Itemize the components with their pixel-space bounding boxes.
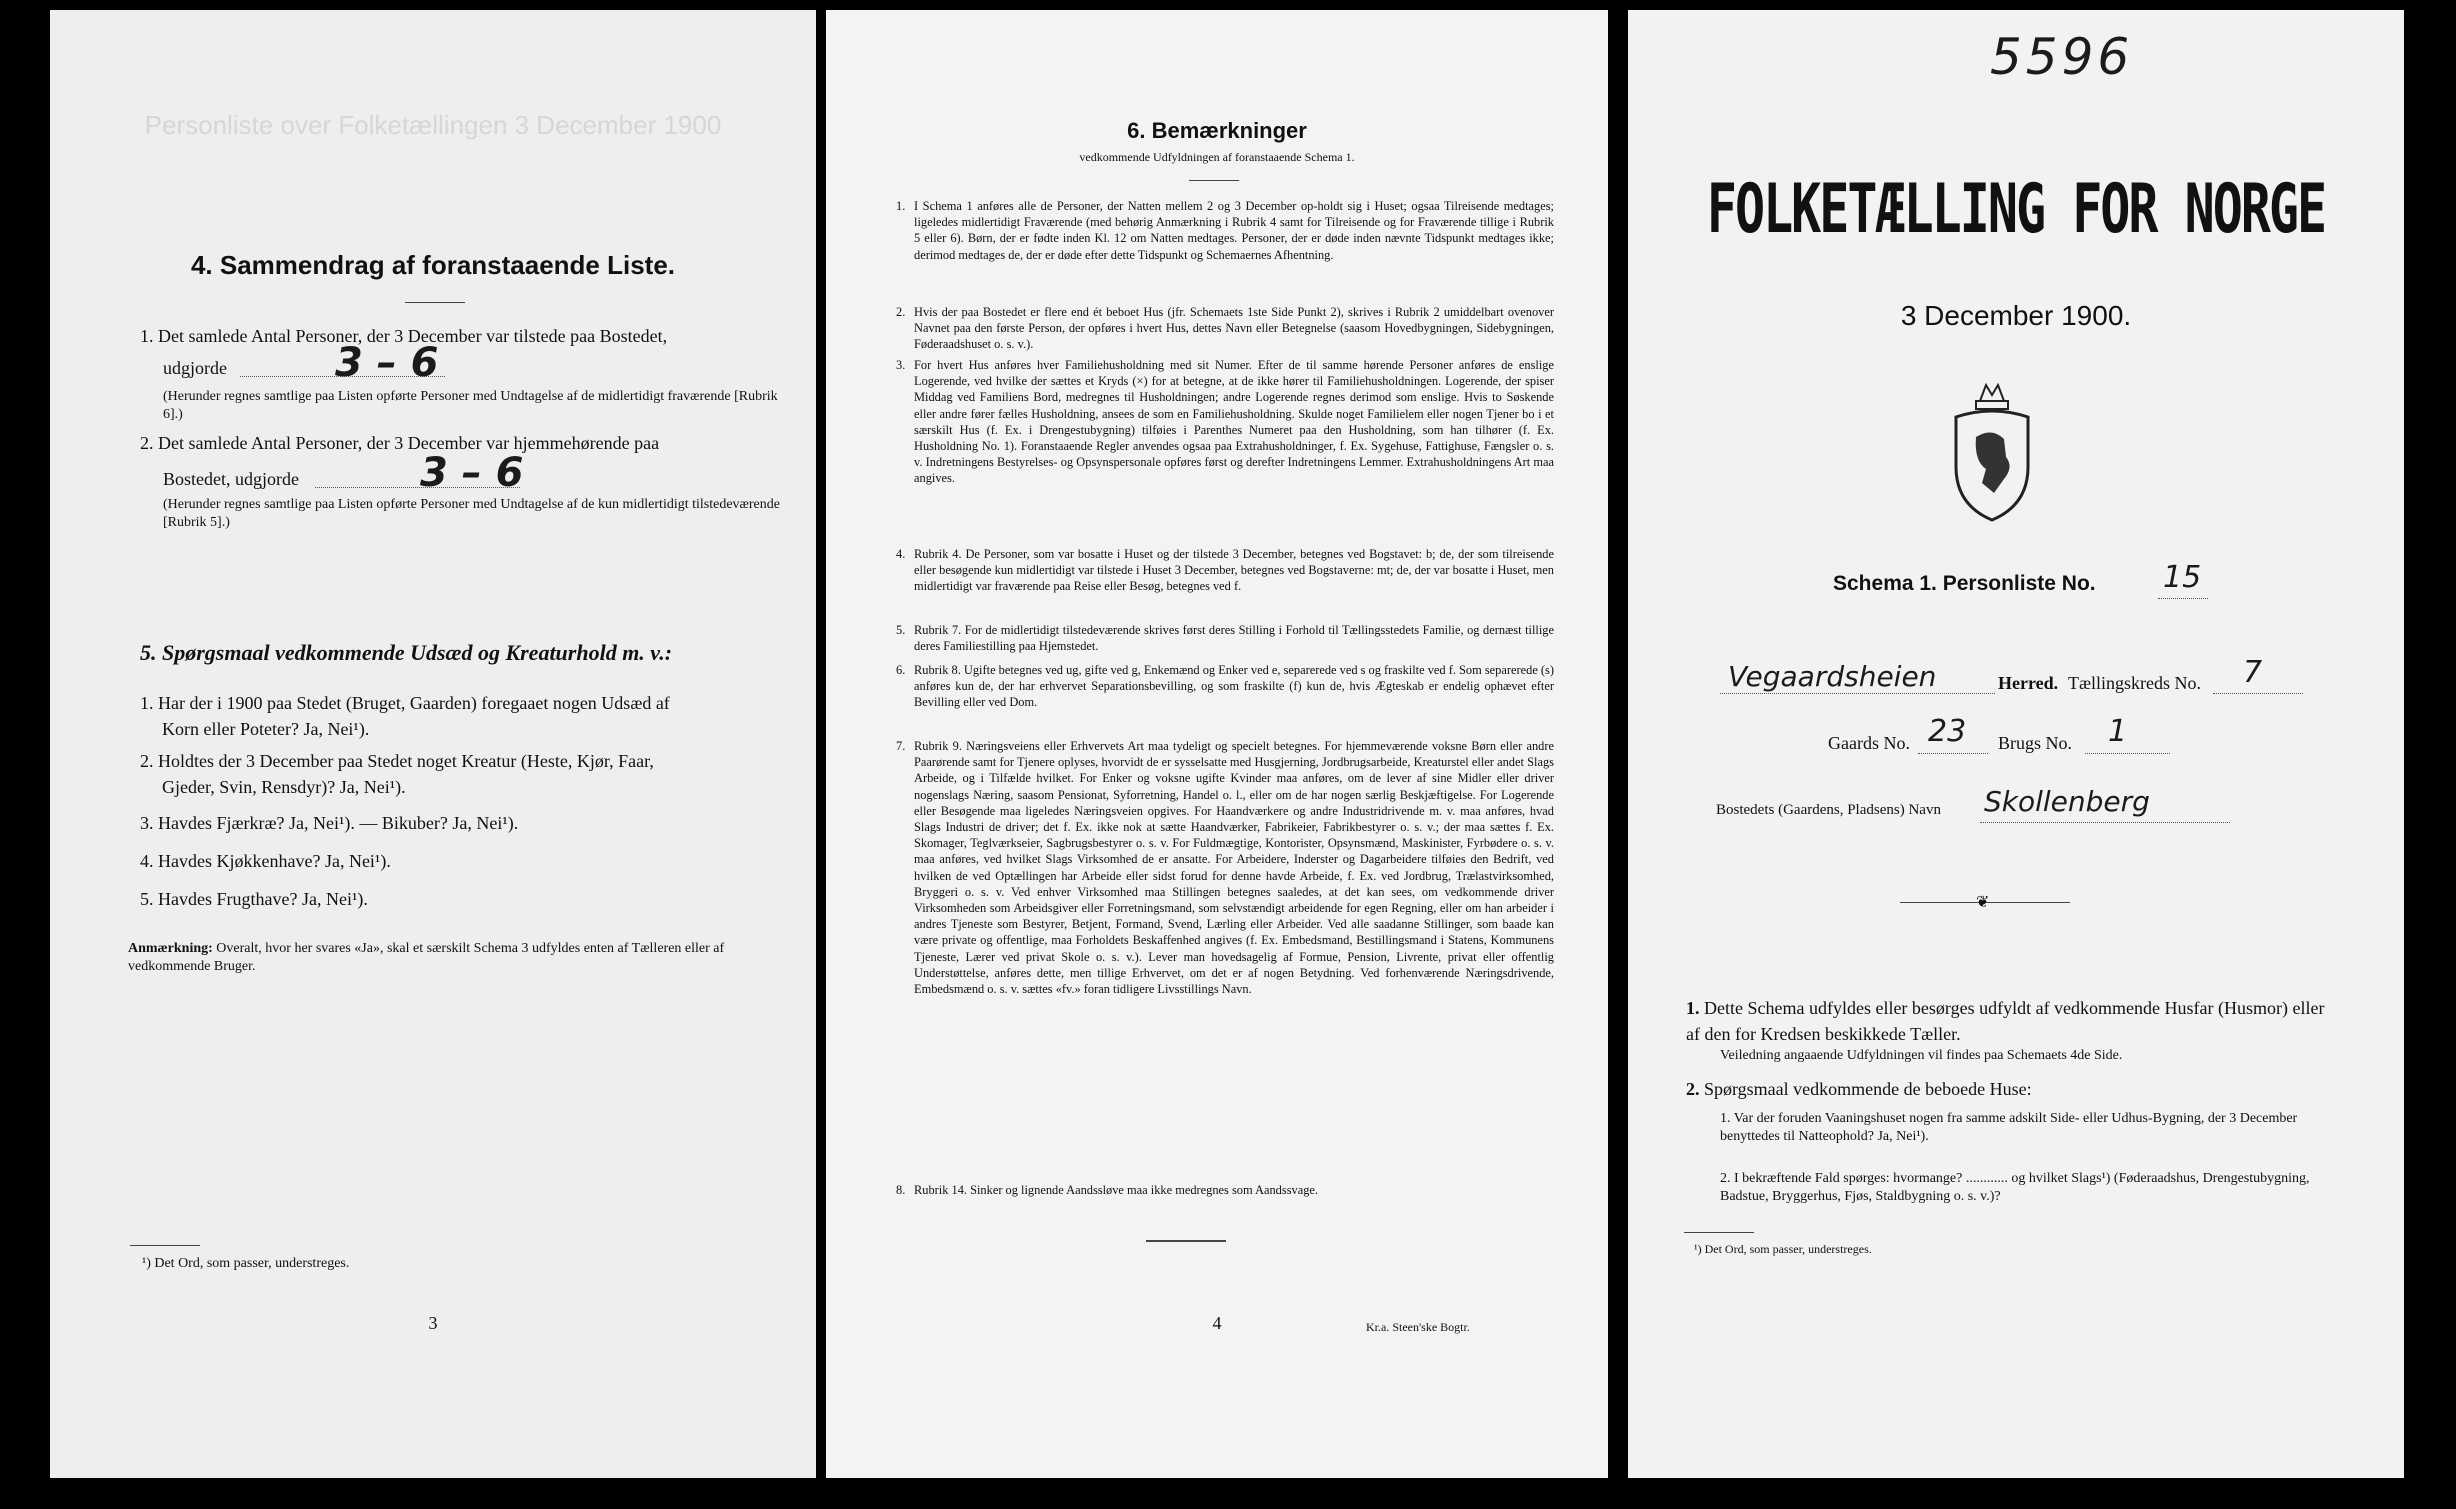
summary-item-1 (140, 323, 780, 349)
brugs-line (2085, 753, 2170, 754)
item-text: Rubrik 9. Næringsveiens eller Erhvervets Art maa tydeligt og specielt betegnes. For hjemmeværende voksne Børn eller andre Paarørende samt for Tjenere oplyses, hvorvidt de er sysselsatte med Husgjerning, Jordbrugsarbeide, Kreaturstel eller andet Slags Arbeide, og i Tilfælde hvilket. For Enker og voksne ugifte Kvinder maa anføres, om de lever af sine Midler eller driver nogenslags Næring, saasom Pensionat, Syforretning, Handel o. l., eller om de har nogen særlig Beskjæftigelse. For Logerende eller Besøgende maa ligeledes Næringsveien opgives. For Haandværkere og andre Industridrivende m. v. maa anføres, hvad Slags Industri de driver; det f. Ex. ikke nok at sætte Haandværker, Fabrikeier, Fabrikbestyrer o. s. v.; der maa sættes f. Ex. Skomager, Teglværkseier, Sagbrugsbestyrer o. s. v. For Fuldmægtige, Kontorister, Opsynsmænd, Maskinister, Fyrbødere o. s. v. maa anføres, ved hvilket Slags Virksomhed de er ansatte. For Arbeidere, Inderster og Dagarbeidere tilføies den Bedrift, ved hvilken de ved Optællingen har Arbeide eller sidst forud for denne havde Arbeide, f. Ex. ved Jordbrug, Trælastvirksomhed, Bryggeri o. s. v. Ved enhver Virksomhed maa Stillingen betegnes saaledes, at det kan sees, om vedkommende driver Virksomheden som Arbeidsgiver eller Forretningsmand, som selvstændigt arbeidende for egen Regning, eller om han arbeider i andres Tjeneste som Bestyrer, Betjent, Formand, Svend, Lærling eller Arbeider. Ved alle saadanne Stillinger, som baade kan være private og offentlige, maa Forholdets Beskaffenhed angives (f. Ex. Embedsmand, Bestillingsmand i Statens, Kommunens Tjeneste, Lærer ved privat Skole o. s. v.). Lever man hovedsagelig af Formue, Pension, Livrente, privat eller offentlig Understøttelse, anføres dette, men tillige Erhvervet, om det er af nogen Betydning. Ved forhenværende Næringsdrivende, Embedsmænd o. s. v. sættes «fv.» foran tidligere Livsstillings Navn. (914, 739, 1554, 997)
info-item-2 (1686, 1076, 2032, 1102)
item-text: For hvert Hus anføres hver Familiehusholdning med sit Numer. Efter de til samme hørende Personer anføres de enslige Logerende, ved hvilke der sættes et Kryds (×) for at betegne, at de ikke hører til Familiehusholdningen. Logerende, der spiser Middag ved Familiens Bord, medregnes til Husholdningen; andre Logerende regnes derimod som enslige. Hvis to Søskende eller andre fører fælles Husholdning, ansees de som en Familiehusholdning. Skulde noget Familielem eller nogen Tjener bo i et særskilt Hus (f. Ex. i Drengestubygning) tilføies i Parenthes Numeret paa den Husholdning, som han tilhører (f. Ex. Husholdning No. 1). Foranstaaende Regler anvendes ogsaa paa Extrahusholdninger, f. Ex. Sygehuse, Fattighuse, Fængsler o. s. v. Indretningens Bestyrelses- og Opsynspersonale opføres først og derefter Indretningens Lemmer. Extrahusholdningens Art maa angives. (914, 358, 1554, 486)
item-text2: Korn eller Poteter? (162, 719, 299, 739)
herred-line (1720, 693, 1995, 694)
item-text: Havdes Kjøkkenhave? (158, 851, 321, 871)
item-num: 3. (140, 813, 154, 833)
page-number: 3 (428, 1313, 438, 1333)
answer-ja-nei[interactable]: Ja, Nei¹). (301, 889, 368, 909)
remark-item-8 (896, 1182, 1554, 1198)
archive-number: 5596 (1990, 28, 2134, 86)
footnote-rule (1684, 1232, 1754, 1233)
item2-note: (Herunder regnes samtlige paa Listen opførte Personer med Undtagelse af de kun midlertidigt tilstedeværende [Rubrik 5].) (163, 497, 780, 530)
answer-ja-nei[interactable]: Ja, Nei¹). (303, 719, 370, 739)
item1-note: (Herunder regnes samtlige paa Listen opførte Personer med Undtagelse af de midlertidigt fraværende [Rubrik 6].) (163, 389, 778, 422)
bosted-value[interactable]: Skollenberg (1984, 785, 2150, 818)
ornament-icon: ❦ (1976, 894, 1990, 911)
remarks-subtitle: vedkommende Udfyldningen af foranstaaende Schema 1. (1079, 150, 1355, 164)
remark-item-6 (896, 662, 1554, 711)
answer-ja-nei[interactable]: Ja, Nei¹). (324, 851, 391, 871)
schema-line (2158, 598, 2208, 599)
resident-count-label: Bostedet, udgjorde (163, 469, 299, 489)
personliste-number[interactable]: 15 (2163, 560, 2202, 595)
item-text: Rubrik 4. De Personer, som var bosatte i Huset og der tilstede 3 December, betegnes ved Bogstavet: b; de, der som tilreisende eller besøgende kun midlertidigt var tilstede i Huset 3 December, betegnes ved Bogstaverne: mt; de, der var bosatte i Huset, men midlertidigt var fraværende paa Reise eller Besøg, betegnes ved f. (914, 547, 1554, 594)
census-title: FOLKETÆLLING FOR NORGE (1706, 169, 2326, 249)
question-4 (140, 848, 780, 874)
item-text: Dette Schema udfyldes eller besørges udfyldt af vedkommende Husfar (Husmor) eller af den for Kredsen beskikkede Tæller. (1686, 998, 2325, 1044)
footnote: ¹) Det Ord, som passer, understreges. (142, 1256, 350, 1271)
bosted-label: Bostedets (Gaardens, Pladsens) Navn (1716, 802, 1941, 818)
house-question-1 (1720, 1110, 2340, 1146)
kreds-label: Tællingskreds No. (2068, 673, 2201, 693)
item-num: 8. (896, 1183, 906, 1197)
answer-ja-nei[interactable]: Ja, Nei¹). — Bikuber? Ja, Nei¹). (288, 813, 519, 833)
schema-label: Schema 1. Personliste No. (1833, 572, 2096, 595)
brugs-value[interactable]: 1 (2108, 714, 2128, 749)
item-num: 1. (1720, 1111, 1731, 1126)
item-num: 1. (140, 326, 154, 346)
page-number: 4 (1212, 1313, 1222, 1333)
item-text: I Schema 1 anføres alle de Personer, der Natten mellem 2 og 3 December op-holdt sig i Huset; ogsaa Tilreisende medtages; ligeledes midlertidigt Fraværende (med behørig Anmærkning i Rubrik 4 samt for Tilreisende og for Fraværende tillige i Rubrik 5 eller 6). Børn, der er fødte inden Kl. 12 om Natten medtages. Personer, der er døde inden nævnte Tidspunkt medtages ikke; derimod medtages de, der er døde efter dette Tidspunkt og Schemaernes Afhentning. (914, 199, 1554, 262)
page-4 (826, 10, 1608, 1478)
item-text: Var der foruden Vaaningshuset nogen fra samme adskilt Side- eller Udhus-Bygning, der 3 December benyttedes til Natteophold? (1720, 1111, 2298, 1144)
house-question-2 (1720, 1170, 2340, 1206)
item-text: I bekræftende Fald spørges: hvormange? ............ og hvilket Slags¹) (Føderaadshus, Drengestubygning, Badstue, Bryggerhus, Fjøs, Staldbygning o. s. v.)? (1720, 1171, 2310, 1204)
item-num: 2. (896, 305, 906, 319)
item-num: 6. (896, 663, 906, 677)
question-5 (140, 886, 780, 912)
item-text: Rubrik 8. Ugifte betegnes ved ug, gifte ved g, Enkemænd og Enker ved e, separerede ved s og fraskilte ved f. Som separerede (s) anføres kun de, der har erhvervet Separationsbevilling, og som fraskilte (f) kun de, hvis Ægteskab er endelig ophævet efter Bevilling eller ved Dom. (914, 663, 1554, 710)
remark-label: Anmærkning: (128, 941, 213, 956)
item-num: 2. (140, 751, 154, 771)
remark (128, 940, 788, 976)
ghost-header: Personliste over Folketællingen 3 December 1900 (144, 110, 722, 140)
divider (405, 302, 465, 303)
remark-text: Overalt, hvor her svares «Ja», skal et særskilt Schema 3 udfyldes enten af Tælleren eller af vedkommende Bruger. (128, 941, 725, 974)
brugs-label: Brugs No. (1998, 733, 2073, 753)
bosted-line (1980, 822, 2230, 823)
question-2 (140, 748, 780, 800)
item-text: Hvis der paa Bostedet er flere end ét beboet Hus (jfr. Schemaets 1ste Side Punkt 2), skrives i Rubrik 2 umiddelbart ovenover Navnet paa den første Person, der opføres i hvert Hus, dettes Navn eller Betegnelse (saasom Hovedbygningen, Sidebygningen, Føderaadshuset o. s. v.). (914, 305, 1554, 352)
info-item-1-note: Veiledning angaaende Udfyldningen vil findes paa Schemaets 4de Side. (1720, 1048, 2123, 1063)
answer-ja-nei[interactable]: Ja, Nei¹). (339, 777, 406, 797)
question-3 (140, 810, 780, 836)
answer-ja-nei[interactable]: Ja, Nei¹). (1877, 1129, 1929, 1144)
item-num: 5. (896, 623, 906, 637)
section5-title: 5. Spørgsmaal vedkommende Udsæd og Kreaturhold m. v.: (140, 640, 673, 665)
item-text: Spørgsmaal vedkommende de beboede Huse: (1704, 1079, 2032, 1099)
census-date: 3 December 1900. (1900, 300, 2132, 331)
remarks-title: 6. Bemærkninger (1127, 118, 1307, 143)
remark-item-3 (896, 357, 1554, 487)
kreds-value[interactable]: 7 (2243, 655, 2263, 690)
present-count-label: udgjorde (163, 358, 227, 378)
item-text: Havdes Fjærkræ? (158, 813, 285, 833)
item-num: 7. (896, 739, 906, 753)
gaards-line (1918, 753, 1988, 754)
item-text: Det samlede Antal Personer, der 3 December var hjemmehørende paa (158, 433, 660, 453)
item-num: 5. (140, 889, 154, 909)
item-num: 4. (896, 547, 906, 561)
item-num: 1. (1686, 998, 1700, 1018)
remark-item-5 (896, 622, 1554, 654)
item-text: Rubrik 7. For de midlertidigt tilstedeværende skrives først deres Stilling i Forhold til Tællingsstedets Familie, og dernæst tillige deres Familiestilling paa Hjemstedet. (914, 623, 1554, 654)
herred-value[interactable]: Vegaardsheien (1728, 660, 1937, 693)
footnote: ¹) Det Ord, som passer, understreges. (1694, 1242, 1872, 1256)
item-text: Holdtes der 3 December paa Stedet noget Kreatur (Heste, Kjør, Faar, (158, 751, 654, 771)
present-count-value[interactable]: 3 – 6 (335, 340, 439, 386)
item-text: Det samlede Antal Personer, der 3 December var tilstede paa Bostedet, (158, 326, 668, 346)
page-3 (50, 10, 816, 1478)
item-text: Rubrik 14. Sinker og lignende Aandssløve maa ikke medregnes som Aandssvage. (914, 1183, 1319, 1197)
item-text2: Gjeder, Svin, Rensdyr)? (162, 777, 336, 797)
item-num: 2. (1686, 1079, 1700, 1099)
item-num: 2. (1720, 1171, 1731, 1186)
footnote-rule (130, 1245, 200, 1246)
info-item-1 (1686, 995, 2336, 1047)
end-rule (1146, 1240, 1226, 1242)
item-num: 4. (140, 851, 154, 871)
remark-item-7 (896, 738, 1554, 997)
item-num: 1. (140, 693, 154, 713)
item-num: 3. (896, 358, 906, 372)
remark-item-1 (896, 198, 1554, 263)
gaards-value[interactable]: 23 (1928, 714, 1967, 749)
gaards-label: Gaards No. (1828, 733, 1910, 753)
section4-title: 4. Sammendrag af foranstaaende Liste. (190, 250, 676, 280)
remark-item-2 (896, 304, 1554, 353)
printer-imprint: Kr.a. Steen'ske Bogtr. (1366, 1320, 1470, 1334)
page-1 (1628, 10, 2404, 1478)
herred-label: Herred. (1998, 673, 2059, 693)
divider (1189, 180, 1239, 181)
kreds-line (2213, 693, 2303, 694)
remark-item-4 (896, 546, 1554, 595)
resident-count-value[interactable]: 3 – 6 (420, 450, 524, 496)
question-1 (140, 690, 780, 742)
item-num: 2. (140, 433, 154, 453)
item-text: Har der i 1900 paa Stedet (Bruget, Gaarden) foregaaet nogen Udsæd af (158, 693, 670, 713)
coat-of-arms-icon (1946, 375, 2038, 525)
item-num: 1. (896, 199, 906, 213)
item-text: Havdes Frugthave? (158, 889, 298, 909)
